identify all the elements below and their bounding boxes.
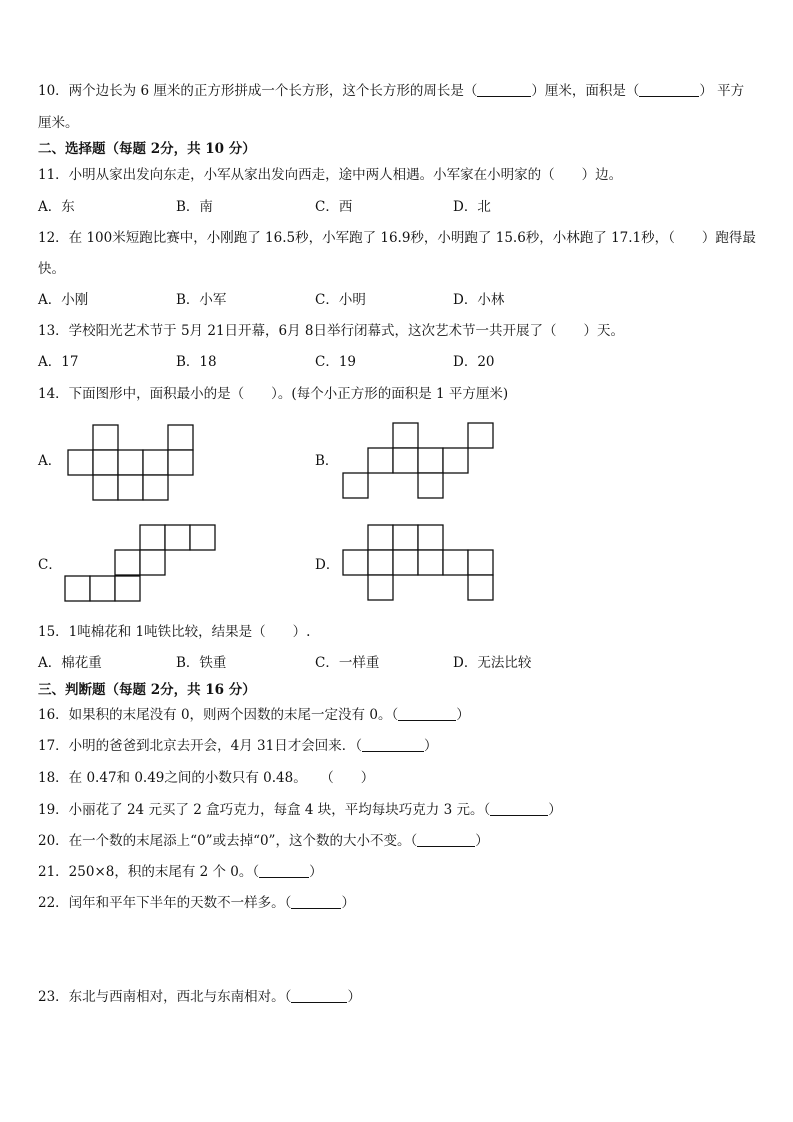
- question-23: 23．东北与西南相对，西北与东南相对。（ ）: [38, 989, 361, 1005]
- question-19: 19．小丽花了 24 元买了 2 盒巧克力，每盒 4 块，平均每块巧克力 3 元。（ ）: [38, 802, 562, 818]
- answer-blank[interactable]: [639, 82, 699, 97]
- option-c[interactable]: C．19: [315, 354, 357, 370]
- figure-label-a[interactable]: A．: [38, 453, 62, 469]
- answer-blank[interactable]: [291, 894, 341, 909]
- section-heading-judgment: 三、判断题（每题 2分，共 16 分）: [38, 682, 256, 698]
- option-b[interactable]: B．铁重: [176, 655, 227, 671]
- question-11: 11．小明从家出发向东走，小军从家出发向西走，途中两人相遇。小军家在小明家的（ ）边。: [38, 167, 623, 183]
- option-c[interactable]: C．小明: [315, 292, 366, 308]
- question-12-continuation: 快。: [38, 261, 65, 277]
- question-20: 20．在一个数的末尾添上“0”或去掉“0”，这个数的大小不变。（ ）: [38, 833, 489, 849]
- answer-blank[interactable]: [259, 863, 309, 878]
- grid-figure-b: [343, 423, 495, 499]
- answer-blank[interactable]: [490, 801, 548, 816]
- section-heading-choice: 二、选择题（每题 2分，共 10 分）: [38, 141, 256, 157]
- question-10-continuation: 厘米。: [38, 115, 79, 131]
- option-b[interactable]: B．18: [176, 354, 217, 370]
- option-a[interactable]: A．小刚: [38, 292, 89, 308]
- grid-figure-c: [65, 525, 219, 603]
- grid-figure-a: [68, 425, 196, 501]
- answer-blank[interactable]: [398, 706, 456, 721]
- question-14: 14．下面图形中，面积最小的是（ ）。(每个小正方形的面积是 1 平方厘米): [38, 386, 509, 402]
- figure-label-c[interactable]: C．: [38, 557, 62, 573]
- question-15: 15．1吨棉花和 1吨铁比较，结果是（ ）.: [38, 624, 311, 640]
- question-22: 22．闰年和平年下半年的天数不一样多。（ ）: [38, 895, 355, 911]
- answer-blank[interactable]: [477, 82, 531, 97]
- question-17: 17．小明的爸爸到北京去开会，4月 31日才会回来．（ ）: [38, 738, 438, 754]
- option-a[interactable]: A．17: [38, 354, 79, 370]
- option-b[interactable]: B．南: [176, 199, 213, 215]
- answer-blank[interactable]: [362, 737, 424, 752]
- question-18: 18．在 0.47和 0.49之间的小数只有 0.48。 （ ）: [38, 770, 375, 786]
- answer-blank[interactable]: [291, 988, 347, 1003]
- question-12: 12．在 100米短跑比赛中，小刚跑了 16.5秒，小军跑了 16.9秒，小明跑了 15.6秒，小林跑了 17.1秒，（ ）跑得最: [38, 230, 756, 246]
- option-d[interactable]: D．北: [453, 199, 491, 215]
- option-c[interactable]: C．一样重: [315, 655, 380, 671]
- option-a[interactable]: A．棉花重: [38, 655, 102, 671]
- option-d[interactable]: D．小林: [453, 292, 505, 308]
- question-13: 13．学校阳光艺术节于 5月 21日开幕，6月 8日举行闭幕式，这次艺术节一共开展了（ ）天。: [38, 323, 624, 339]
- option-b[interactable]: B．小军: [176, 292, 227, 308]
- figure-label-b[interactable]: B．: [315, 453, 339, 469]
- question-10: 10．两个边长为 6 厘米的正方形拼成一个长方形，这个长方形的周长是（ ）厘米，面积是（ ） 平方: [38, 83, 745, 99]
- option-d[interactable]: D．20: [453, 354, 495, 370]
- answer-blank[interactable]: [417, 832, 475, 847]
- option-d[interactable]: D．无法比较: [453, 655, 532, 671]
- grid-figure-d: [343, 525, 495, 603]
- question-16: 16．如果积的末尾没有 0，则两个因数的末尾一定没有 0。（ ）: [38, 707, 470, 723]
- question-21: 21．250×8，积的末尾有 2 个 0。（ ）: [38, 864, 323, 880]
- option-a[interactable]: A．东: [38, 199, 75, 215]
- figure-label-d[interactable]: D．: [315, 557, 340, 573]
- option-c[interactable]: C．西: [315, 199, 353, 215]
